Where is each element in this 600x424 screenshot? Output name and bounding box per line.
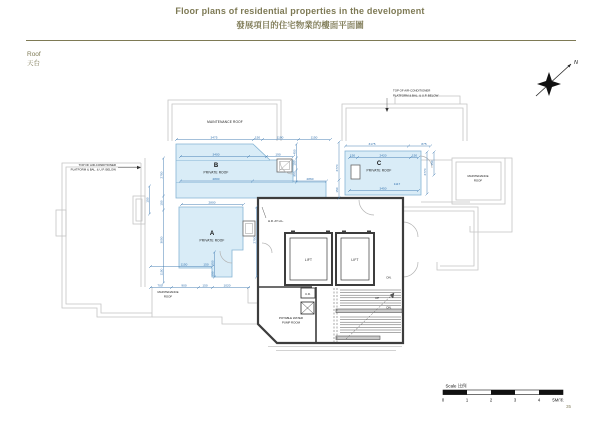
dimension-label: 150	[203, 262, 209, 267]
dimension-label: 2770	[334, 164, 339, 172]
north-compass	[536, 60, 578, 96]
lift-2-label: LIFT	[351, 258, 359, 262]
scale-tick-3: 3	[513, 397, 517, 403]
dimension-label: 2800	[212, 176, 220, 181]
ac-platform-left-label-2: PLATFORM & BAL. & U.P. BELOW	[70, 167, 116, 172]
dimension-label: 1150	[180, 262, 188, 267]
stair	[334, 288, 402, 343]
pump-room-label-1: POTABLE WATER	[278, 316, 304, 320]
dimension-label: 1150	[159, 268, 164, 276]
scale-bar	[442, 383, 565, 404]
scale-tick-4: 4	[537, 397, 541, 403]
maintenance-roof-left-label-2: ROOF	[163, 294, 173, 299]
unit-a-label: A	[209, 231, 215, 237]
dimension-label: 1020	[223, 283, 231, 288]
maintenance-roof-top-label: MAINTENANCE ROOF	[207, 120, 243, 124]
page-title-chinese: 發展項目的住宅物業的樓面平面圖	[236, 20, 364, 30]
dimension-label: 150	[334, 187, 339, 193]
dimension-label: 3450	[379, 186, 387, 191]
dimension-label: 2420	[379, 153, 387, 158]
ac-platform-right-label-1: TOP OF AIR-CONDITIONER	[393, 88, 431, 93]
scale-tick-5: 5M/米	[552, 397, 564, 403]
stair-up-label: UP	[374, 296, 380, 300]
floor-name-english: Roof	[27, 51, 41, 58]
scale-tick-1: 1	[465, 397, 469, 403]
scale-tick-0: 0	[441, 397, 445, 403]
dimension-label: 3050	[159, 236, 164, 244]
ac-platform-right-label-2: PLATFORM & BAL. & U.P. BELOW	[393, 93, 439, 98]
maintenance-roof-right-label-1: MAINTENANCE	[467, 174, 489, 178]
dimension-label: 3400	[212, 152, 220, 157]
dimension-label: 150	[210, 271, 215, 277]
dimension-label: 1117	[393, 182, 401, 187]
dimension-label: 150	[292, 160, 297, 166]
dimension-label: 190	[275, 152, 281, 157]
cable-duct-label: C.D.	[305, 291, 311, 296]
dimension-label: 150	[349, 153, 356, 158]
lift-1-label: LIFT	[304, 258, 313, 262]
leader-arrow-right	[385, 108, 388, 112]
dimension-label: 150	[159, 200, 164, 206]
dimension-label: 150	[145, 197, 150, 203]
dimension-label: 700	[157, 283, 163, 288]
dimension-label: 2750	[159, 171, 164, 179]
unit-c-label: C	[376, 161, 382, 167]
dimension-label: 150	[429, 160, 434, 166]
dimension-label: 2800	[208, 200, 216, 205]
dimension-label: 3175	[368, 141, 376, 146]
private-roof-b-shape	[176, 144, 326, 198]
maintenance-roof-left-label-1: MAINTENANCE	[157, 290, 179, 294]
ac-platform-left-label-1: TOP OF AIR-CONDITIONER	[78, 163, 116, 167]
dimension-label: 950	[292, 171, 297, 177]
north-label: N	[574, 60, 578, 66]
dimension-label: 150	[202, 283, 208, 288]
stair-down-label-1: DN.	[386, 275, 392, 280]
dimension-label: 2750	[252, 236, 257, 244]
unit-a-type-label: PRIVATE ROOF	[199, 238, 225, 243]
leader-arrow-left	[137, 166, 141, 169]
compass-star-icon	[537, 72, 561, 96]
dimension-label: 650	[210, 260, 215, 266]
pump-room-label-2: PUMP ROOM	[281, 320, 301, 325]
dimension-label: 450	[292, 149, 297, 155]
unit-c-type-label: PRIVATE ROOF	[366, 168, 392, 173]
scale-tick-2: 2	[489, 397, 493, 403]
page-title-english: Floor plans of residential properties in the development	[175, 6, 425, 16]
stair-down-label-2: DN.	[386, 305, 392, 310]
dimension-label: 2770	[422, 168, 427, 176]
page-number: 35	[566, 404, 572, 409]
scale-bar-label: Scale 比例	[445, 383, 467, 389]
dimension-label: 150	[411, 153, 418, 158]
maintenance-roof-right-label-2: ROOF	[473, 178, 483, 183]
dimension-label: 875	[421, 141, 427, 146]
dimension-label: 2860	[306, 176, 314, 181]
floor-name-chinese: 天台	[27, 60, 40, 67]
unit-b-label: B	[213, 163, 219, 169]
dimension-label: 150	[254, 135, 261, 140]
dimension-label: 900	[181, 283, 187, 288]
dimension-label: 1190	[276, 135, 284, 140]
dimension-label: 1150	[310, 135, 318, 140]
hose-reel-label: H.R. AT H.L.	[268, 219, 284, 223]
unit-b-type-label: PRIVATE ROOF	[203, 170, 229, 175]
dimension-label: 3475	[210, 135, 218, 140]
